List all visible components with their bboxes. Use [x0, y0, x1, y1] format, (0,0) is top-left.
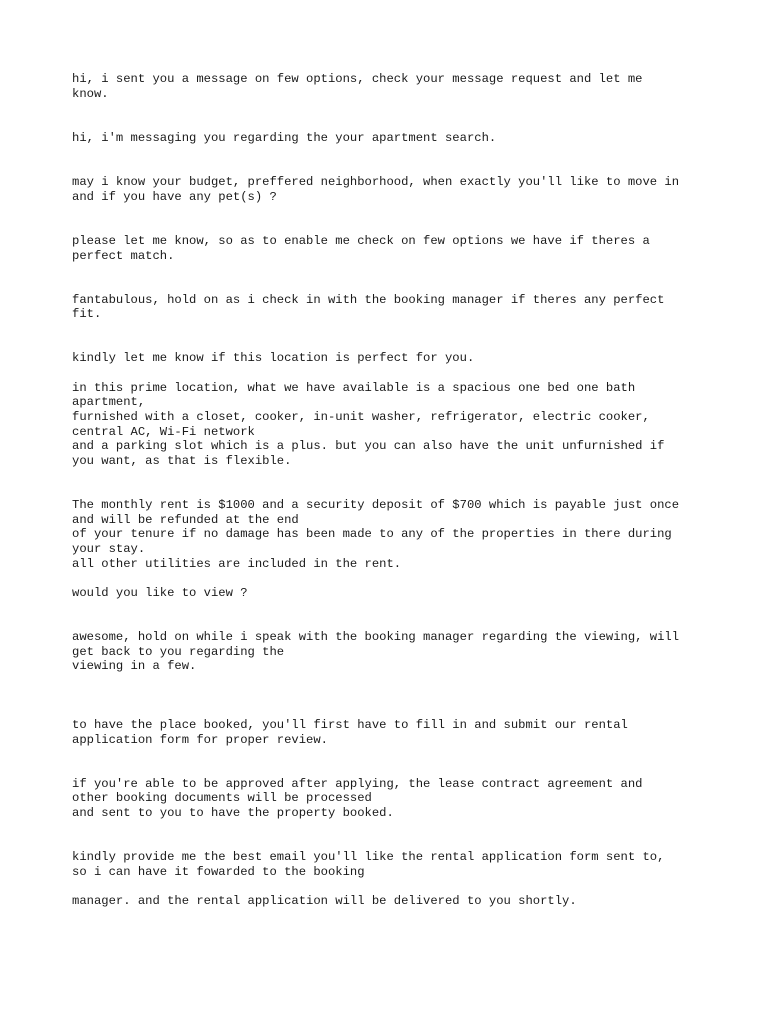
text-line: and will be refunded at the end: [72, 513, 299, 527]
text-line: may i know your budget, preffered neighborhood, when exactly you'll like to move in: [72, 175, 680, 189]
text-line: you want, as that is flexible.: [72, 454, 292, 468]
text-line: please let me know, so as to enable me check on few options we have if theres a: [72, 234, 650, 248]
text-line: of your tenure if no damage has been made to any of the properties in there during: [72, 527, 672, 541]
text-line: central AC, Wi-Fi network: [72, 425, 255, 439]
text-line: furnished with a closet, cooker, in-unit washer, refrigerator, electric cooker,: [72, 410, 650, 424]
text-line: The monthly rent is $1000 and a security deposit of $700 which is payable just once: [72, 498, 680, 512]
text-line: apartment,: [72, 395, 146, 409]
text-line: perfect match.: [72, 249, 175, 263]
text-line: know.: [72, 87, 109, 101]
text-line: and a parking slot which is a plus. but you can also have the unit unfurnished if: [72, 439, 665, 453]
text-line: application form for proper review.: [72, 733, 328, 747]
text-line: manager. and the rental application will be delivered to you shortly.: [72, 894, 577, 908]
text-line: get back to you regarding the: [72, 645, 285, 659]
text-line: fantabulous, hold on as i check in with the booking manager if theres any perfect: [72, 293, 665, 307]
text-line: other booking documents will be processed: [72, 791, 372, 805]
text-line: and sent to you to have the property booked.: [72, 806, 394, 820]
text-line: in this prime location, what we have available is a spacious one bed one bath: [72, 381, 636, 395]
text-line: would you like to view ?: [72, 586, 248, 600]
text-line: if you're able to be approved after applying, the lease contract agreement and: [72, 777, 643, 791]
text-line: viewing in a few.: [72, 659, 197, 673]
text-line: hi, i sent you a message on few options, check your message request and let me: [72, 72, 643, 86]
text-line: awesome, hold on while i speak with the booking manager regarding the viewing, will: [72, 630, 680, 644]
text-line: fit.: [72, 307, 102, 321]
text-line: all other utilities are included in the rent.: [72, 557, 402, 571]
text-line: so i can have it fowarded to the booking: [72, 865, 365, 879]
text-line: to have the place booked, you'll first have to fill in and submit our rental: [72, 718, 628, 732]
text-line: hi, i'm messaging you regarding the your apartment search.: [72, 131, 497, 145]
text-line: kindly provide me the best email you'll like the rental application form sent to,: [72, 850, 665, 864]
text-line: and if you have any pet(s) ?: [72, 190, 277, 204]
text-line: kindly let me know if this location is perfect for you.: [72, 351, 475, 365]
text-line: your stay.: [72, 542, 146, 556]
